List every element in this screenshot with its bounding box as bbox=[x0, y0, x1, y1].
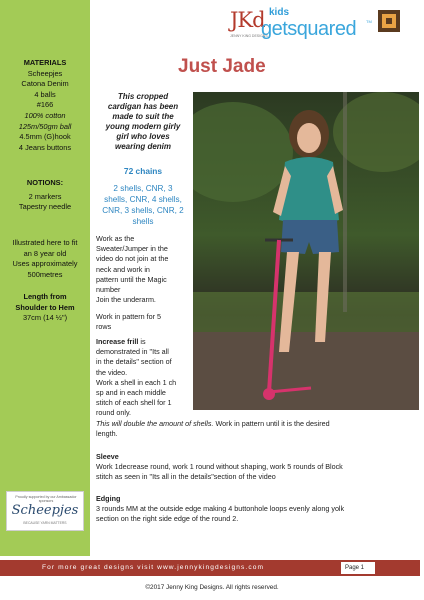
copyright: ©2017 Jenny King Designs. All rights reserved. bbox=[145, 584, 279, 591]
increase-line: in the details" section of bbox=[96, 357, 172, 367]
increase-line: round only. bbox=[96, 408, 132, 418]
intro-line: young modern girly bbox=[105, 122, 181, 131]
trademark-mark: TM bbox=[366, 19, 372, 24]
page-number-box bbox=[340, 561, 376, 575]
double-paragraph bbox=[96, 419, 418, 439]
edging-section bbox=[96, 494, 418, 525]
work-as-line: video do not join at the bbox=[96, 254, 169, 264]
scheepjes-sponsor-box bbox=[6, 491, 84, 531]
length-heading: Shoulder to Hem bbox=[15, 302, 75, 312]
increase-line: sp and in each middle bbox=[96, 388, 166, 398]
square-logo-icon bbox=[378, 10, 400, 32]
footer-website-text: For more great designs visit www.jennykingdesigns.com bbox=[42, 564, 265, 571]
increase-first-line bbox=[96, 337, 191, 347]
intro-text bbox=[95, 92, 191, 152]
sleeve-heading: Sleeve bbox=[96, 452, 119, 461]
materials-line: 4 balls bbox=[34, 89, 56, 99]
work-as-line: neck and work in bbox=[96, 264, 150, 274]
spec-line: 2 shells, CNR, 3 bbox=[113, 184, 173, 193]
sidebar bbox=[0, 0, 90, 556]
illustrated-line: 500metres bbox=[27, 269, 63, 279]
intro-line: girl who loves bbox=[116, 132, 170, 141]
increase-line: demonstrated in "Its all bbox=[96, 347, 169, 357]
materials-line: #166 bbox=[36, 100, 54, 110]
increase-heading: Increase frill bbox=[96, 337, 139, 346]
sleeve-line: Work 1decrease round, work 1 round without shaping, work 5 rounds of Block bbox=[96, 462, 343, 472]
work-as-line: Work as the bbox=[96, 234, 135, 243]
sponsor-note: Proudly supported by our Ambassador sponsors bbox=[15, 495, 77, 504]
edging-line: section on the right side edge of the round 2. bbox=[96, 514, 239, 524]
edging-line: 3 rounds MM at the outside edge making 4 buttonhole loops evenly along yolk bbox=[96, 504, 345, 514]
materials-line: 100% cotton bbox=[24, 110, 66, 120]
notions-section bbox=[0, 178, 90, 213]
work-as-line: pattern until the Magic bbox=[96, 274, 167, 284]
model-photo bbox=[193, 92, 419, 410]
intro-line: made to suit the bbox=[112, 112, 174, 121]
scheepjes-logo: Scheepjes bbox=[11, 503, 79, 518]
intro-line: wearing denim bbox=[114, 142, 171, 151]
intro-line: This cropped bbox=[117, 92, 169, 101]
double-rest: Work in pattern until it is the desired bbox=[213, 419, 330, 428]
increase-first-rest: is bbox=[138, 337, 146, 346]
work-pattern-line: rows bbox=[96, 322, 112, 332]
materials-line: 4.5mm (G)hook bbox=[19, 132, 71, 142]
materials-line: 125m/50gm ball bbox=[18, 121, 72, 131]
increase-line: stitch of each shell for 1 bbox=[96, 398, 172, 408]
double-italic: This will double the amount of shells. bbox=[96, 419, 214, 428]
scheepjes-tagline: BECAUSE YARN MATTERS bbox=[23, 521, 67, 525]
spec-line: CNR, 3 shells, CNR, 2 bbox=[102, 206, 184, 215]
kids-logo-text: kids bbox=[269, 7, 290, 18]
materials-line: 4 Jeans buttons bbox=[18, 142, 72, 152]
jkd-logo-subtext: JENNY KING DESIGNS bbox=[230, 34, 268, 38]
length-value: 37cm (14 ½") bbox=[22, 313, 68, 323]
notions-heading: NOTIONS: bbox=[26, 178, 64, 187]
sleeve-line: stitch as seen in "Its all in the details"section of the video bbox=[96, 472, 276, 482]
spec-line: shells, CNR, 4 shells, bbox=[104, 195, 182, 204]
materials-heading: MATERIALS bbox=[23, 58, 67, 67]
notions-line: Tapestry needle bbox=[18, 202, 72, 212]
page-number: Page 1 bbox=[345, 565, 365, 571]
chains-count: 72 chains bbox=[123, 166, 163, 176]
materials-section bbox=[0, 58, 90, 153]
illustrated-line: an 8 year old bbox=[23, 248, 67, 258]
double-line bbox=[96, 419, 418, 429]
illustrated-section bbox=[0, 238, 90, 280]
length-heading: Length from bbox=[23, 292, 67, 301]
length-section bbox=[0, 292, 90, 324]
work-pattern-paragraph bbox=[96, 312, 191, 332]
girl-on-scooter-photo bbox=[193, 92, 419, 410]
double-line-2: length. bbox=[96, 429, 118, 439]
getsquared-logo-text: getsquared bbox=[261, 18, 357, 40]
work-as-line: number bbox=[96, 285, 121, 295]
work-as-paragraph bbox=[96, 234, 191, 305]
illustrated-line: Illustrated here to fit bbox=[12, 238, 78, 247]
increase-line: the video. bbox=[96, 367, 128, 377]
spec-line: shells bbox=[132, 217, 154, 226]
jkd-logo-text: JKd bbox=[230, 8, 265, 32]
edging-heading: Edging bbox=[96, 494, 121, 503]
work-as-line: Sweater/Jumper in the bbox=[96, 244, 168, 254]
page-title: Just Jade bbox=[178, 56, 266, 77]
illustrated-line: Uses approximately bbox=[12, 259, 78, 269]
shell-spec bbox=[95, 183, 191, 227]
sleeve-section bbox=[96, 452, 418, 483]
increase-line: Work a shell in each 1 ch bbox=[96, 377, 177, 387]
work-pattern-line: Work in pattern for 5 bbox=[96, 312, 161, 321]
brand-logo bbox=[230, 8, 420, 46]
increase-paragraph bbox=[96, 337, 191, 419]
work-as-line: Join the underarm. bbox=[96, 295, 156, 305]
materials-line: Scheepjes bbox=[27, 68, 63, 78]
intro-line: cardigan has been bbox=[107, 102, 179, 111]
notions-line: 2 markers bbox=[28, 191, 62, 201]
materials-line: Catona Denim bbox=[21, 79, 69, 89]
